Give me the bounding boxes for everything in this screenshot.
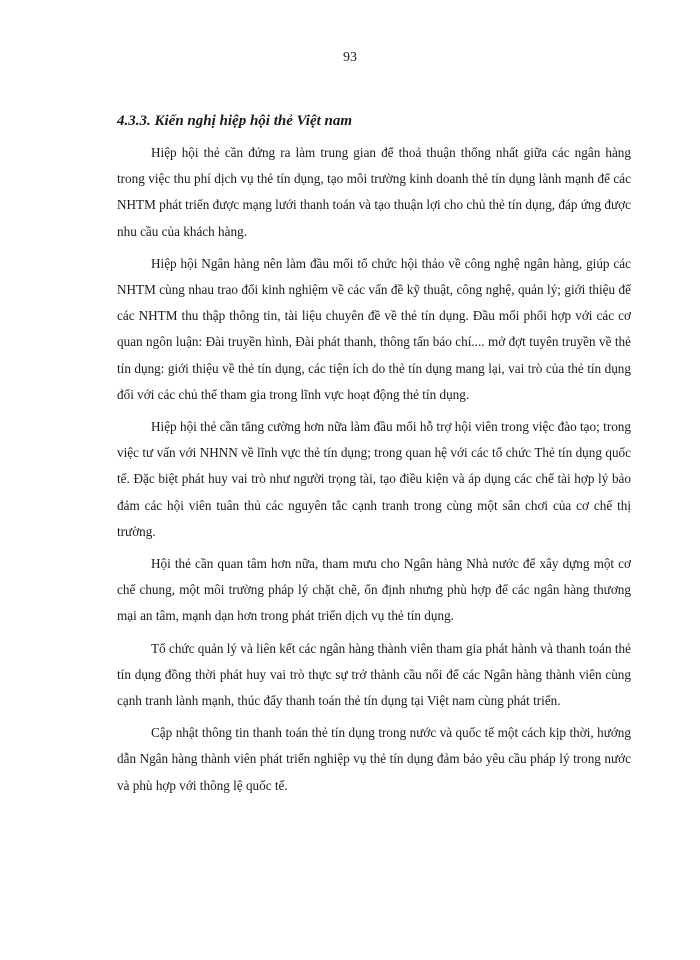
paragraph-information-updates: Cập nhật thông tin thanh toán thẻ tín dụng trong nước và quốc tế một cách kịp thời, hướng dẫn Ngân hàng thành viên phát triển nghiệp vụ thẻ tín dụng đảm bảo yêu cầu pháp lý trong nước và phù hợp với thông lệ quốc tế. [117, 725, 631, 793]
section-heading: 4.3.3. Kiến nghị hiệp hội thẻ Việt nam [117, 113, 353, 129]
paragraph-bank-linkage: Tổ chức quản lý và liên kết các ngân hàng thành viên tham gia phát hành và thanh toán thẻ tín dụng đồng thời phát huy vai trò thực sự trở thành cầu nối để các Ngân hàng thành viên cùng cạnh tranh lành mạnh, thúc đẩy thanh toán thẻ tín dụng tại Việt nam cùng phát triển. [117, 640, 631, 709]
paragraph-technology-seminars: Hiệp hội Ngân hàng nên làm đầu mối tổ chức hội thảo về công nghệ ngân hàng, giúp các NHTM cùng nhau trao đổi kinh nghiệm về các vấn đề kỹ thuật, công nghệ, quản lý; giới thiệu để các NHTM thu thập thông tin, tài liệu chuyên đề về thẻ tín dụng. Đầu mối phối hợp với các cơ quan ngôn luận: Đài truyền hình, Đài phát thanh, thông tấn báo chí.... mở đợt tuyên truyền về thẻ tín dụng: giới thiệu về thẻ tín dụng, các tiện ích do thẻ tín dụng mang lại, vai trò của thẻ tín dụng đối với các chủ thể tham gia trong lĩnh vực hoạt động thẻ tín dụng. [117, 255, 631, 402]
paragraph-legal-framework: Hội thẻ cần quan tâm hơn nữa, tham mưu cho Ngân hàng Nhà nước để xây dựng một cơ chế chung, một môi trường pháp lý chặt chẽ, ổn định nhưng phù hợp để các ngân hàng thương mại an tâm, mạnh dạn hơn trong phát triển dịch vụ thẻ tín dụng. [117, 556, 631, 624]
page-number: 93 [343, 50, 357, 65]
paragraph-member-support: Hiệp hội thẻ cần tăng cường hơn nữa làm đầu mối hỗ trợ hội viên trong việc đào tạo; trong việc tư vấn với NHNN về lĩnh vực thẻ tín dụng; trong quan hệ với các tổ chức Thẻ tín dụng quốc tế. Đặc biệt phát huy vai trò như người trọng tài, tạo điều kiện và áp dụng các chế tài hợp lý bảo đảm các hội viên tuân thủ các nguyên tắc cạnh tranh trong cùng một sân chơi của cơ chế thị trường. [117, 419, 631, 539]
document-body [117, 110, 631, 805]
paragraph-fee-coordination: Hiệp hội thẻ cần đứng ra làm trung gian để thoả thuận thống nhất giữa các ngân hàng trong việc thu phí dịch vụ thẻ tín dụng, tạo môi trường kinh doanh thẻ tín dụng lành mạnh để các NHTM phát triển được mạng lưới thanh toán và tạo thuận lợi cho chủ thẻ tín dụng, đáp ứng được nhu cầu của khách hàng. [117, 145, 631, 239]
